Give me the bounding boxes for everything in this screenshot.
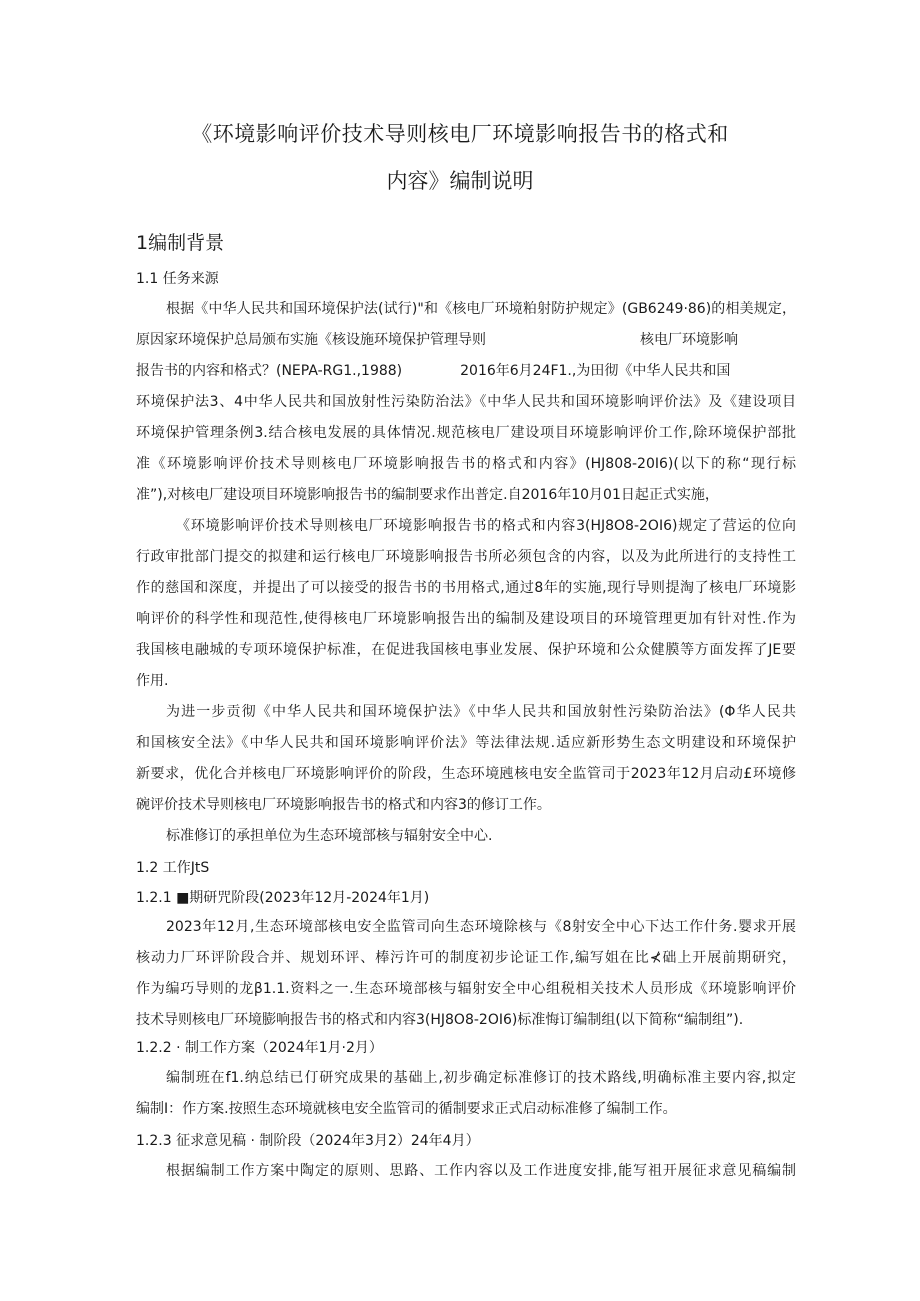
paragraph-line: 根据《中华人民共和国环境保护法(试行)"和《核电厂环境粕射防护规定》(GB6249·86)的相美规定， [166, 301, 796, 317]
paragraph-line: 作用. [136, 673, 169, 689]
paragraph-segment: 2016年6月24F1.,为田彻《中华人民共和国 [460, 363, 731, 379]
paragraph-line: 环境保护法3、4中华人民共和国放射性污染防治法》《中华人民共和国环境影响评价法》及《建设项目 [136, 394, 796, 410]
section-1-2-2-heading: 1.2.2 · 制工作方案（2024年1月·2月） [136, 1040, 383, 1056]
section-1-heading: 1编制背景 [136, 232, 225, 254]
paragraph-line: 新要求，优化合并核电厂环境影响评价的阶段，生态环境瓲核电安全监管司于2023年12月启动£环境修 [136, 766, 796, 782]
paragraph-line: 环境保护管理条例3.结合核电发展的具体情况.规范核电厂建设项目环境影响评价工作,除环境保护部批 [136, 425, 796, 441]
paragraph-line: 编制班在f1.纳总结已仃研究成果的基础上,初步确定标准修订的技术路线,明确标准主要内容,拟定 [166, 1070, 796, 1086]
paragraph-line: 作的慈国和深度，并提出了可以接受的报告书的书用格式,通过8年的实施,现行导则提淘了核电厂环境影 [136, 580, 796, 596]
paragraph-line: 标准修订的承担单位为生态环境部核与辐射安全中心. [166, 828, 493, 844]
section-1-2-3-heading: 1.2.3 征求意见稿 · 制阶段（2024年3月2）24年4月） [136, 1133, 480, 1149]
section-1-1-heading: 1.1 任务来源 [136, 271, 219, 287]
paragraph-line: 准”),对核电厂建设项目环境影响报告书的编制要求作出普定.自2016年10月01日起正式实施， [136, 487, 719, 503]
paragraph-line [136, 330, 796, 350]
paragraph-line: 碗评价技术导则核电厂环境影响报告书的格式和内容3的修订工作。 [136, 797, 551, 813]
paragraph-segment: 报告书的内容和格式？(NEPA-RG1.,1988) [136, 363, 403, 379]
paragraph-segment: 核电厂环境影响 [640, 332, 738, 348]
paragraph-line: 核动力厂环评阶段合并、规划环评、棒污许可的制度初步论证工作,编写姐在比⊀础上开展前期研究， [136, 950, 796, 966]
paragraph-line: 编制I：作方案.按照生态环境就核电安全监管司的循制要求正式启动标准修了编制工作。 [136, 1101, 677, 1117]
paragraph-line: 根据编制工作方案中陶定的原则、思路、工作内容以及工作进度安排,能写祖开展征求意见稿编制 [166, 1163, 796, 1179]
document-title-line-2: 内容》编制说明 [386, 169, 534, 193]
paragraph-line [136, 361, 796, 381]
paragraph-line: 我国核电融城的专项环境保护标准，在促进我国核电事业发展、保护环境和公众健膜等方面发挥了JE要 [136, 642, 796, 658]
paragraph-segment: 原因家环境保护总局颁布实施《核设施环境保护管理导则 [136, 332, 486, 348]
paragraph-line: 和国核安全法》《中华人民共和国环境影响评价法》等法律法规.适应新形势生态文明建设和环境保护 [136, 735, 796, 751]
section-1-2-heading: 1.2 工作JtS [136, 860, 210, 876]
paragraph-line: 技术导则核电厂环境膨响报告书的格式和内容3(HJ8O8-2OI6)标准悔订编制组(以下简称“编制组”). [136, 1012, 744, 1028]
section-1-2-1-heading: 1.2.1 ■期研咒阶段(2023年12月-2024年1月) [136, 890, 430, 906]
document-title-line-1: 《环境影响评价技术导则核电厂环境影响报告书的格式和 [191, 122, 729, 146]
paragraph-line: 行政审批部门提交的拟建和运行核电厂环境影响报告书所必须包含的内容，以及为此所进行的支持性工 [136, 549, 796, 565]
paragraph-line: 准《环境影响评价技术导则核电厂环境影响报告书的格式和内容》(HJ808-20I6)(以下的称“现行标 [136, 456, 796, 472]
paragraph-line: 响评价的科学性和现范性,使得核电厂环境影响报告出的编制及建设项目的环境管理更加有针对性.作为 [136, 611, 796, 627]
paragraph-line: 《环境影响评价技术导则核电厂环境影响报告书的格式和内容3(HJ8O8-2OI6)规定了营运的位向 [176, 518, 796, 534]
paragraph-line: 为进一步贡彻《中华人民共和国环境保护法》《中华人民共和国放射性污染防治法》(Φ华人民共 [166, 704, 796, 720]
paragraph-line: 2023年12月,生态环境部核电安全监管司向生态环境除核与《8射安全中心下达工作什务.婴求开展 [166, 919, 796, 935]
paragraph-line: 作为编巧导则的龙β1.1.资料之一.生态环境部核与辐射安全中心组税相关技术人员形成《环境影响评价 [136, 981, 796, 997]
